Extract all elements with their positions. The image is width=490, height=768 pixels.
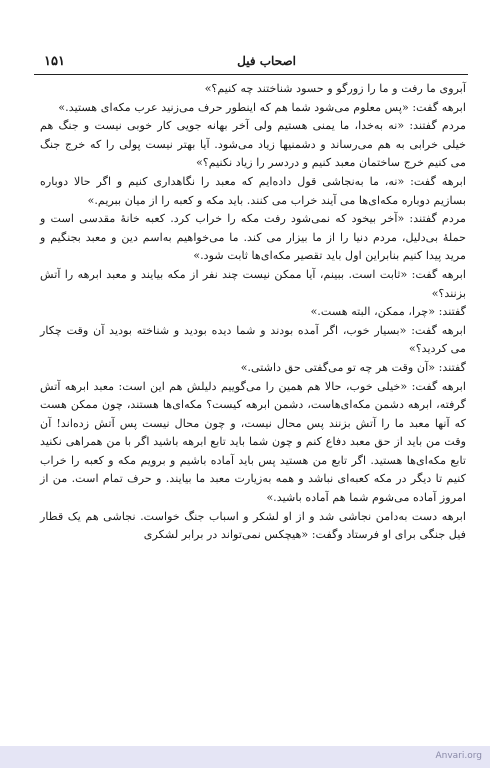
- paragraph: گفتند: «چرا، ممکن، البته هست.»: [310, 305, 466, 319]
- running-title: اصحاب فیل: [237, 54, 296, 68]
- paragraph: آبروی ما رفت و ما را زورگو و حسود شناختند چه کنیم؟»: [204, 82, 466, 95]
- paragraph: مردم گفتند: «نه به‌خدا، ما یمنی هستیم ولی آخر بهانه جویی کار خوبی نیست و جنگ هم خیلی خرابی به هم می‌رساند و دشمنیها زیاد می‌شود. آیا بهتر نیست پولی را که خرج جنگ می کنیم خرج ساختمان معبد کنیم و دردسر را زیاد نکنیم؟»: [40, 119, 466, 170]
- paragraph: ابرهه گفت: «پس معلوم می‌شود شما هم که اینطور حرف می‌زنید عرب مکه‌ای هستید.»: [58, 100, 466, 114]
- paragraph: ابرهه گفت: «خیلی خوب، حالا هم همین را می‌گوییم دلیلش هم این است: معبد ابرهه آتش گرفته، ابرهه دشمن مکه‌ای‌هاست، دشمن ابرهه کیست؟ مکه‌ای‌ها هستند، چون ممکن هست که آنها معبد ما را آتش بزنند پس محال نیست، و چون محال نیست پس آتش زده‌اند! آن وقت من باید از حق معبد دفاع کنم و چون شما باید تابع ابرهه باشید اگر با من همراهی نکنید تابع مکه‌ای‌ها هستید. اگر تابع من هستید پس باید آماده باشیم و برویم مکه و کعبه را خراب کنیم تا دیگر در مکه کعبه‌ای نباشد و همه به‌زیارت معبد ما بیایند. و حرف تمام است. من از امروز آماده می‌شوم شما هم آماده باشید.»: [40, 379, 466, 505]
- page-body: [40, 80, 466, 545]
- page-number: ۱۵۱: [44, 54, 65, 69]
- paragraph: ابرهه گفت: «ثابت است. ببینم، آیا ممکن نیست چند نفر از مکه بیایند و معبد ابرهه را آتش بزنند؟»: [40, 267, 466, 300]
- header-rule: [34, 74, 468, 75]
- watermark-text: Anvari.org: [435, 751, 482, 761]
- watermark-bar: [0, 746, 490, 768]
- paragraph: ابرهه گفت: «بسیار خوب، اگر آمده بودند و شما دیده بودید و شناخته بودید آن وقت چکار می کردید؟»: [40, 323, 466, 356]
- paragraph: مردم گفتند: «آخر بیخود که نمی‌شود رفت مکه را خراب کرد. کعبه خانهٔ مقدسی است و حملهٔ بی‌دلیل، مردم دنیا را از ما بیزار می کند. ما می‌خواهیم به‌اسم دین و معبد بجنگیم و مرید پیدا کنیم بنابراین اول باید تقصیر مکه‌ای‌ها ثابت شود.»: [40, 212, 466, 263]
- page-header: [40, 54, 466, 74]
- paragraph: ابرهه دست به‌دامن نجاشی شد و از او لشکر و اسباب جنگ خواست. نجاشی هم یک قطار فیل جنگی برای او فرستاد وگفت: «هیچکس نمی‌تواند در برابر لشکری: [40, 509, 466, 542]
- paragraph: ابرهه گفت: «نه، ما به‌نجاشی قول داده‌ایم که معبد را نگاهداری کنیم و اگر حالا دوباره بسازیم دوباره مکه‌ای‌ها می آیند خراب می کنند. باید مکه و کعبه را از میان ببریم.»: [40, 174, 466, 207]
- paragraph: گفتند: «آن وقت هر چه تو می‌گفتی حق داشتی.»: [240, 360, 466, 374]
